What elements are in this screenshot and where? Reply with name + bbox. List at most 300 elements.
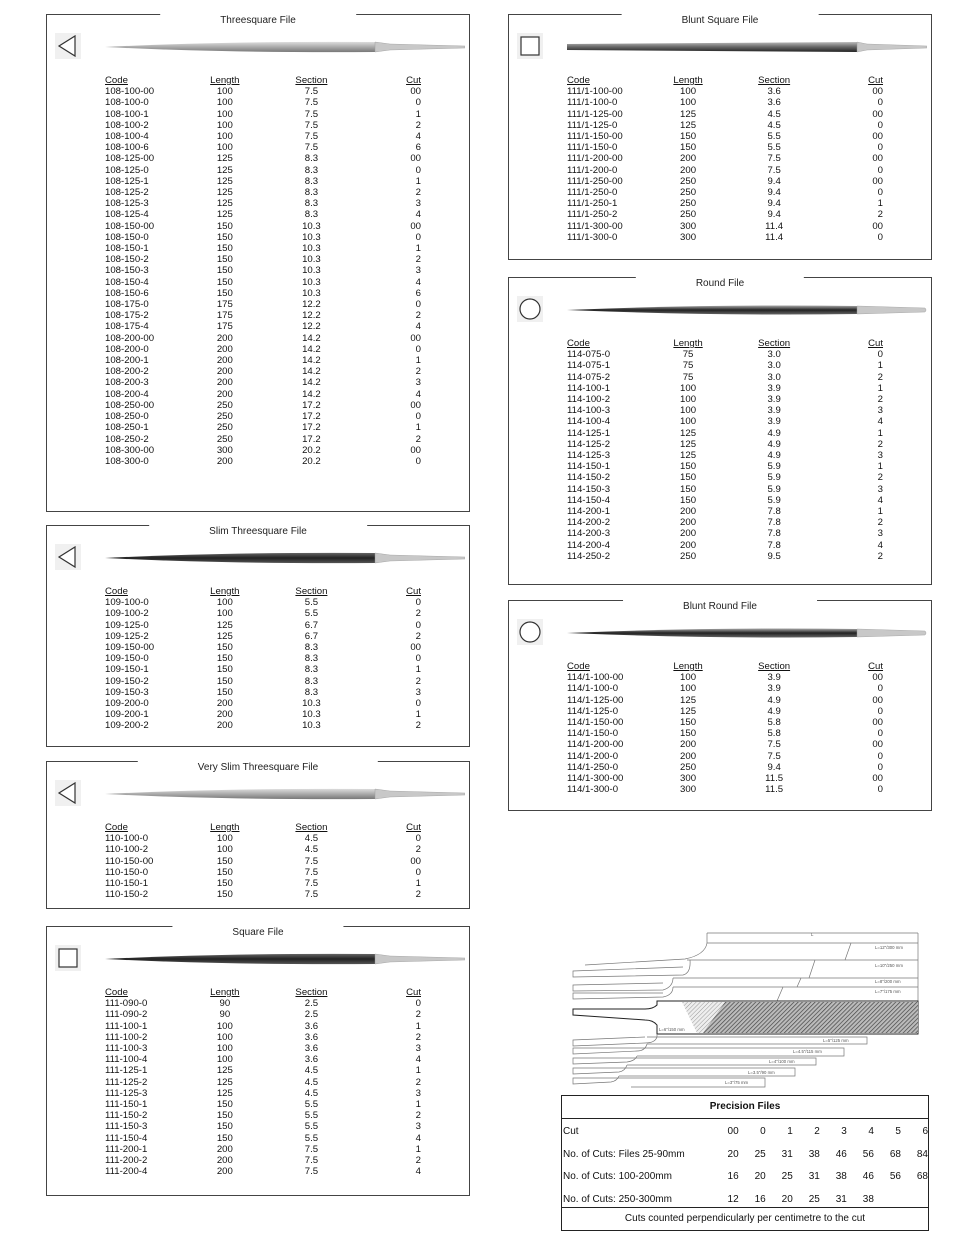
column-header-label: Length: [673, 338, 703, 349]
precision-row-label: No. of Cuts: 100-200mm: [563, 1171, 672, 1182]
length-cell: 300: [680, 784, 697, 796]
section-cell: 10.3: [302, 254, 321, 266]
length-cell: 200: [216, 1143, 233, 1155]
section-cell: 11.5: [765, 773, 784, 785]
table-row: [567, 428, 887, 439]
length-cell: 250: [216, 399, 233, 411]
code-cell: 108-125-1: [105, 175, 149, 187]
code-cell: 108-100-4: [105, 131, 149, 143]
length-cell: 100: [216, 1054, 233, 1066]
column-header-label: Length: [673, 661, 703, 672]
code-cell: 111-100-4: [105, 1054, 148, 1066]
table-row: [105, 1121, 425, 1132]
section-cell: 4.9: [767, 438, 781, 450]
panel-blunt-square-file: [508, 14, 932, 260]
table-row: [105, 720, 425, 731]
cut-cell: 0: [877, 97, 884, 109]
column-header-label: Code: [105, 586, 128, 597]
cut-cell: 00: [872, 717, 884, 729]
code-cell: 114-100-3: [567, 405, 611, 417]
cut-cell: 0: [415, 455, 421, 467]
length-cell: 150: [216, 243, 233, 255]
section-cell: 12.2: [302, 299, 321, 311]
cut-cell: 2: [415, 366, 421, 378]
section-cell: 7.5: [767, 750, 781, 762]
precision-value: 46: [835, 1148, 847, 1160]
table-row: [105, 344, 425, 355]
section-cell: 3.0: [767, 371, 781, 383]
table-row: [105, 1009, 425, 1020]
table-row: [105, 631, 425, 642]
section-cell: 12.2: [302, 310, 321, 322]
column-header-label: Code: [567, 338, 590, 349]
cut-cell: 2: [877, 517, 884, 529]
section-cell: 7.8: [767, 539, 781, 551]
section-cell: 5.5: [304, 1110, 319, 1122]
file-spec-table: [105, 987, 425, 1177]
table-row: [567, 86, 887, 97]
table-row: [567, 165, 887, 176]
section-cell: 3.6: [304, 1031, 319, 1043]
section-cell: 3.9: [767, 683, 781, 695]
column-header-label: Code: [105, 822, 128, 833]
precision-value: 31: [808, 1171, 820, 1182]
section-cell: 5.5: [767, 131, 781, 143]
file-image: [105, 951, 465, 967]
panel-round-file: [508, 277, 932, 585]
section-cell: 5.9: [767, 494, 781, 506]
section-cell: 20.2: [302, 444, 321, 456]
precision-value: 56: [862, 1148, 874, 1160]
section-cell: 10.3: [302, 287, 321, 299]
cut-cell: 3: [415, 1121, 421, 1133]
section-cell: 3.6: [767, 97, 781, 109]
column-header-label: Length: [210, 987, 240, 998]
column-header-length: [193, 75, 257, 86]
section-cell: 17.2: [302, 411, 321, 423]
length-cell: 150: [680, 717, 697, 729]
code-cell: 114/1-300-00: [567, 773, 624, 785]
code-cell: 108-125-2: [105, 187, 149, 199]
section-cell: 7.5: [304, 86, 319, 98]
cut-cell: 2: [415, 720, 421, 732]
section-cell: 5.8: [767, 717, 781, 729]
table-row: [105, 687, 425, 698]
code-cell: 108-250-2: [105, 433, 149, 445]
length-cell: 150: [680, 131, 697, 143]
file-spec-table: [105, 75, 425, 467]
table-header: [105, 75, 425, 86]
column-header-code: [105, 75, 193, 86]
column-header-label: Cut: [406, 586, 421, 597]
length-cell: 100: [680, 97, 697, 109]
cut-cell: 0: [415, 231, 421, 243]
table-row: [105, 1088, 425, 1099]
table-row: [105, 653, 425, 664]
length-cell: 300: [680, 220, 697, 232]
length-cell: 150: [216, 664, 233, 676]
length-cell: 250: [216, 422, 233, 434]
length-cell: 300: [680, 773, 697, 785]
table-row: [105, 1032, 425, 1043]
length-cell: 150: [216, 866, 233, 878]
section-cell: 2.5: [304, 1009, 319, 1021]
length-cell: 150: [216, 653, 233, 665]
panel-slim-threesquare-file: [46, 525, 470, 747]
section-cell: 7.5: [304, 1166, 319, 1178]
code-cell: 114-125-1: [567, 427, 611, 439]
table-row: [567, 739, 887, 750]
table-row: [567, 773, 887, 784]
section-cell: 3.9: [767, 416, 781, 428]
precision-value: 20: [754, 1171, 766, 1182]
table-row: [105, 867, 425, 878]
length-cell: 100: [216, 97, 233, 109]
table-row: [105, 1110, 425, 1121]
table-row: [105, 265, 425, 276]
table-row: [105, 310, 425, 321]
code-cell: 108-150-6: [105, 287, 149, 299]
code-cell: 108-175-2: [105, 310, 149, 322]
table-row: [105, 254, 425, 265]
section-cell: 5.9: [767, 483, 781, 495]
diagram-label-L: L: [811, 932, 814, 937]
cut-cell: 1: [415, 422, 421, 434]
length-cell: 100: [216, 1043, 233, 1055]
diagram-label: L=5"/125 mm: [823, 1038, 849, 1043]
cut-cell: 3: [415, 1043, 421, 1055]
table-row: [105, 321, 425, 332]
length-cell: 250: [680, 175, 697, 187]
cut-cell: 0: [415, 164, 421, 176]
cut-cell: 3: [877, 450, 884, 462]
cut-cell: 2: [415, 433, 421, 445]
code-cell: 114/1-125-0: [567, 705, 619, 717]
code-cell: 111/1-250-0: [567, 187, 618, 199]
diagram-label: L=3.5"/90 mm: [748, 1070, 775, 1075]
length-cell: 125: [216, 1065, 233, 1077]
panel-very-slim-threesquare-file: [46, 761, 470, 909]
cut-cell: 2: [415, 119, 421, 131]
precision-value: 20: [781, 1193, 793, 1205]
cut-cell: 4: [415, 276, 421, 288]
section-cell: 7.5: [767, 739, 781, 751]
table-row: [105, 389, 425, 400]
table-row: [567, 472, 887, 483]
section-cell: 7.8: [767, 517, 781, 529]
section-cell: 20.2: [302, 455, 321, 467]
code-cell: 109-150-3: [105, 686, 149, 698]
length-cell: 125: [680, 694, 697, 706]
length-cell: 150: [216, 878, 233, 890]
section-cell: 14.2: [302, 355, 321, 367]
precision-value: 38: [862, 1193, 874, 1205]
table-row: [105, 333, 425, 344]
precision-files-table: [561, 1095, 929, 1231]
code-cell: 114-150-1: [567, 461, 611, 473]
file-length-diagram: [565, 925, 930, 1095]
section-cell: 7.5: [304, 1155, 319, 1167]
length-cell: 125: [216, 153, 233, 165]
length-cell: 150: [216, 855, 233, 867]
length-cell: 200: [216, 388, 233, 400]
table-row: [567, 372, 887, 383]
column-header-label: Length: [673, 75, 703, 86]
precision-value: 25: [754, 1148, 766, 1160]
length-cell: 175: [216, 310, 233, 322]
table-row: [105, 878, 425, 889]
cut-cell: 00: [872, 108, 884, 120]
table-row: [567, 450, 887, 461]
section-cell: 6.7: [304, 630, 319, 642]
section-cell: 7.5: [767, 153, 781, 165]
table-header: [105, 586, 425, 597]
code-cell: 108-175-4: [105, 321, 149, 333]
table-row: [567, 762, 887, 773]
column-header-label: Cut: [406, 75, 421, 86]
length-cell: 200: [216, 377, 233, 389]
column-header-label: Cut: [868, 338, 884, 349]
length-cell: 125: [680, 427, 697, 439]
section-cell: 8.3: [304, 187, 319, 199]
cut-cell: 3: [415, 377, 421, 389]
cut-cell: 0: [415, 866, 421, 878]
table-row: [105, 355, 425, 366]
table-row: [567, 439, 887, 450]
code-cell: 109-100-2: [105, 608, 149, 620]
file-spec-table: [105, 822, 425, 900]
cut-cell: 1: [415, 1065, 421, 1077]
cut-cell: 00: [410, 86, 421, 98]
section-cell: 5.5: [304, 1132, 319, 1144]
table-row: [567, 672, 887, 683]
cut-cell: 3: [415, 686, 421, 698]
table-row: [567, 683, 887, 694]
column-header-label: Section: [295, 586, 328, 597]
section-cell: 7.5: [304, 108, 319, 120]
table-row: [567, 176, 887, 187]
section-cell: 3.6: [304, 1054, 319, 1066]
precision-value: 12: [727, 1193, 739, 1205]
cut-cell: 1: [415, 878, 421, 890]
precision-value: 46: [862, 1171, 874, 1182]
length-cell: 200: [216, 343, 233, 355]
code-cell: 114/1-200-0: [567, 750, 619, 762]
length-cell: 125: [216, 1087, 233, 1099]
code-cell: 111/1-100-0: [567, 97, 618, 109]
section-cell: 3.9: [767, 405, 781, 417]
panel-threesquare-file: [46, 14, 470, 512]
cut-cell: 00: [410, 332, 421, 344]
table-row: [105, 1021, 425, 1032]
length-cell: 100: [216, 108, 233, 120]
cut-cell: 1: [415, 1143, 421, 1155]
code-cell: 108-200-3: [105, 377, 149, 389]
cut-cell: 2: [415, 1155, 421, 1167]
cut-cell: 3: [415, 1087, 421, 1099]
length-cell: 125: [680, 705, 697, 717]
length-cell: 200: [680, 153, 697, 165]
section-cell: 4.5: [304, 1065, 319, 1077]
column-header-label: Code: [105, 987, 128, 998]
precision-value: 84: [916, 1148, 928, 1160]
cut-cell: 0: [877, 784, 884, 796]
cut-cell: 1: [415, 1099, 421, 1111]
length-cell: 200: [680, 539, 697, 551]
table-row: [105, 377, 425, 388]
diagram-label: L=4.5"/115 mm: [793, 1049, 822, 1054]
length-cell: 200: [216, 355, 233, 367]
panel-title: Round File: [636, 277, 804, 291]
table-row: [105, 998, 425, 1009]
code-cell: 114-150-2: [567, 472, 611, 484]
code-cell: 114/1-150-00: [567, 717, 624, 729]
code-cell: 111-150-2: [105, 1110, 148, 1122]
column-header-section: [257, 586, 367, 597]
panel-title: Slim Threesquare File: [149, 525, 367, 539]
length-cell: 150: [216, 889, 233, 901]
code-cell: 108-150-1: [105, 243, 149, 255]
table-header: [567, 75, 887, 86]
length-cell: 100: [680, 405, 697, 417]
length-cell: 150: [216, 276, 233, 288]
length-cell: 150: [216, 1099, 233, 1111]
table-row: [105, 400, 425, 411]
table-row: [567, 751, 887, 762]
section-cell: 4.9: [767, 427, 781, 439]
code-cell: 108-300-00: [105, 444, 155, 456]
section-cell: 10.3: [302, 265, 321, 277]
code-cell: 111/1-300-0: [567, 231, 618, 243]
cut-cell: 1: [415, 243, 421, 255]
cut-cell: 0: [877, 761, 884, 773]
column-header-code: [105, 822, 193, 833]
table-header: [105, 822, 425, 833]
length-cell: 100: [680, 86, 697, 98]
length-cell: 200: [680, 739, 697, 751]
code-cell: 108-200-1: [105, 355, 149, 367]
table-row: [105, 422, 425, 433]
length-cell: 100: [680, 382, 697, 394]
length-cell: 100: [216, 1031, 233, 1043]
table-row: [567, 405, 887, 416]
code-cell: 111/1-150-0: [567, 142, 618, 154]
code-cell: 108-125-0: [105, 164, 149, 176]
cut-cell: 1: [877, 382, 884, 394]
code-cell: 111/1-125-00: [567, 108, 623, 120]
section-cell: 10.3: [302, 231, 321, 243]
precision-files-body: [562, 1119, 928, 1211]
cut-cell: 4: [415, 388, 421, 400]
table-row: [105, 243, 425, 254]
code-cell: 114-250-2: [567, 550, 611, 562]
cut-cell: 0: [877, 683, 884, 695]
table-row: [567, 109, 887, 120]
length-cell: 125: [216, 1076, 233, 1088]
code-cell: 111-150-1: [105, 1099, 148, 1111]
table-row: [105, 620, 425, 631]
length-cell: 100: [216, 1020, 233, 1032]
column-header-label: Section: [295, 987, 328, 998]
section-cell: 10.3: [302, 276, 321, 288]
table-row: [105, 299, 425, 310]
column-header-label: Length: [210, 586, 240, 597]
column-header-length: [656, 661, 719, 672]
precision-value: 00: [727, 1126, 739, 1137]
length-cell: 200: [216, 720, 233, 732]
table-row: [567, 360, 887, 371]
length-cell: 150: [216, 254, 233, 266]
length-cell: 150: [216, 686, 233, 698]
diagram-label: L=12"/300 mm: [875, 945, 903, 950]
cut-cell: 6: [415, 287, 421, 299]
table-row: [567, 394, 887, 405]
length-cell: 125: [216, 619, 233, 631]
table-row: [105, 232, 425, 243]
code-cell: 114-200-3: [567, 528, 611, 540]
code-cell: 109-100-0: [105, 597, 149, 609]
column-header-section: [257, 75, 367, 86]
section-cell: 10.3: [302, 220, 321, 232]
cut-cell: 0: [415, 597, 421, 609]
code-cell: 108-100-00: [105, 86, 155, 98]
section-cell: 7.5: [304, 878, 319, 890]
length-cell: 75: [682, 360, 694, 372]
table-row: [105, 642, 425, 653]
file-image: [567, 302, 927, 318]
length-cell: 150: [216, 1110, 233, 1122]
precision-value: 1: [787, 1126, 793, 1137]
table-row: [567, 97, 887, 108]
table-row: [105, 1155, 425, 1166]
code-cell: 111-125-3: [105, 1087, 148, 1099]
table-row: [105, 120, 425, 131]
table-row: [105, 676, 425, 687]
code-cell: 114-200-1: [567, 506, 611, 518]
cut-cell: 3: [877, 483, 884, 495]
section-cell: 4.9: [767, 694, 781, 706]
table-row: [105, 131, 425, 142]
precision-value: 16: [727, 1171, 739, 1182]
code-cell: 110-150-2: [105, 889, 149, 901]
precision-value: 68: [889, 1148, 901, 1160]
code-cell: 111/1-250-1: [567, 198, 618, 210]
length-cell: 175: [216, 321, 233, 333]
cut-cell: 4: [415, 1132, 421, 1144]
table-row: [567, 461, 887, 472]
section-cell: 14.2: [302, 343, 321, 355]
code-cell: 111-200-1: [105, 1143, 148, 1155]
length-cell: 150: [216, 1121, 233, 1133]
precision-value: 31: [835, 1193, 847, 1205]
cut-cell: 2: [877, 209, 884, 221]
code-cell: 110-150-00: [105, 855, 154, 867]
table-row: [105, 856, 425, 867]
table-row: [567, 349, 887, 360]
cut-cell: 3: [415, 198, 421, 210]
precision-value: 5: [895, 1126, 901, 1137]
code-cell: 108-200-2: [105, 366, 149, 378]
cut-cell: 1: [877, 360, 884, 372]
cut-cell: 4: [415, 321, 421, 333]
section-cell: 8.3: [304, 664, 319, 676]
cut-cell: 0: [415, 998, 421, 1010]
code-cell: 108-250-0: [105, 411, 149, 423]
table-row: [105, 664, 425, 675]
section-cell: 11.4: [765, 231, 784, 243]
code-cell: 114/1-100-0: [567, 683, 619, 695]
length-cell: 150: [680, 142, 697, 154]
